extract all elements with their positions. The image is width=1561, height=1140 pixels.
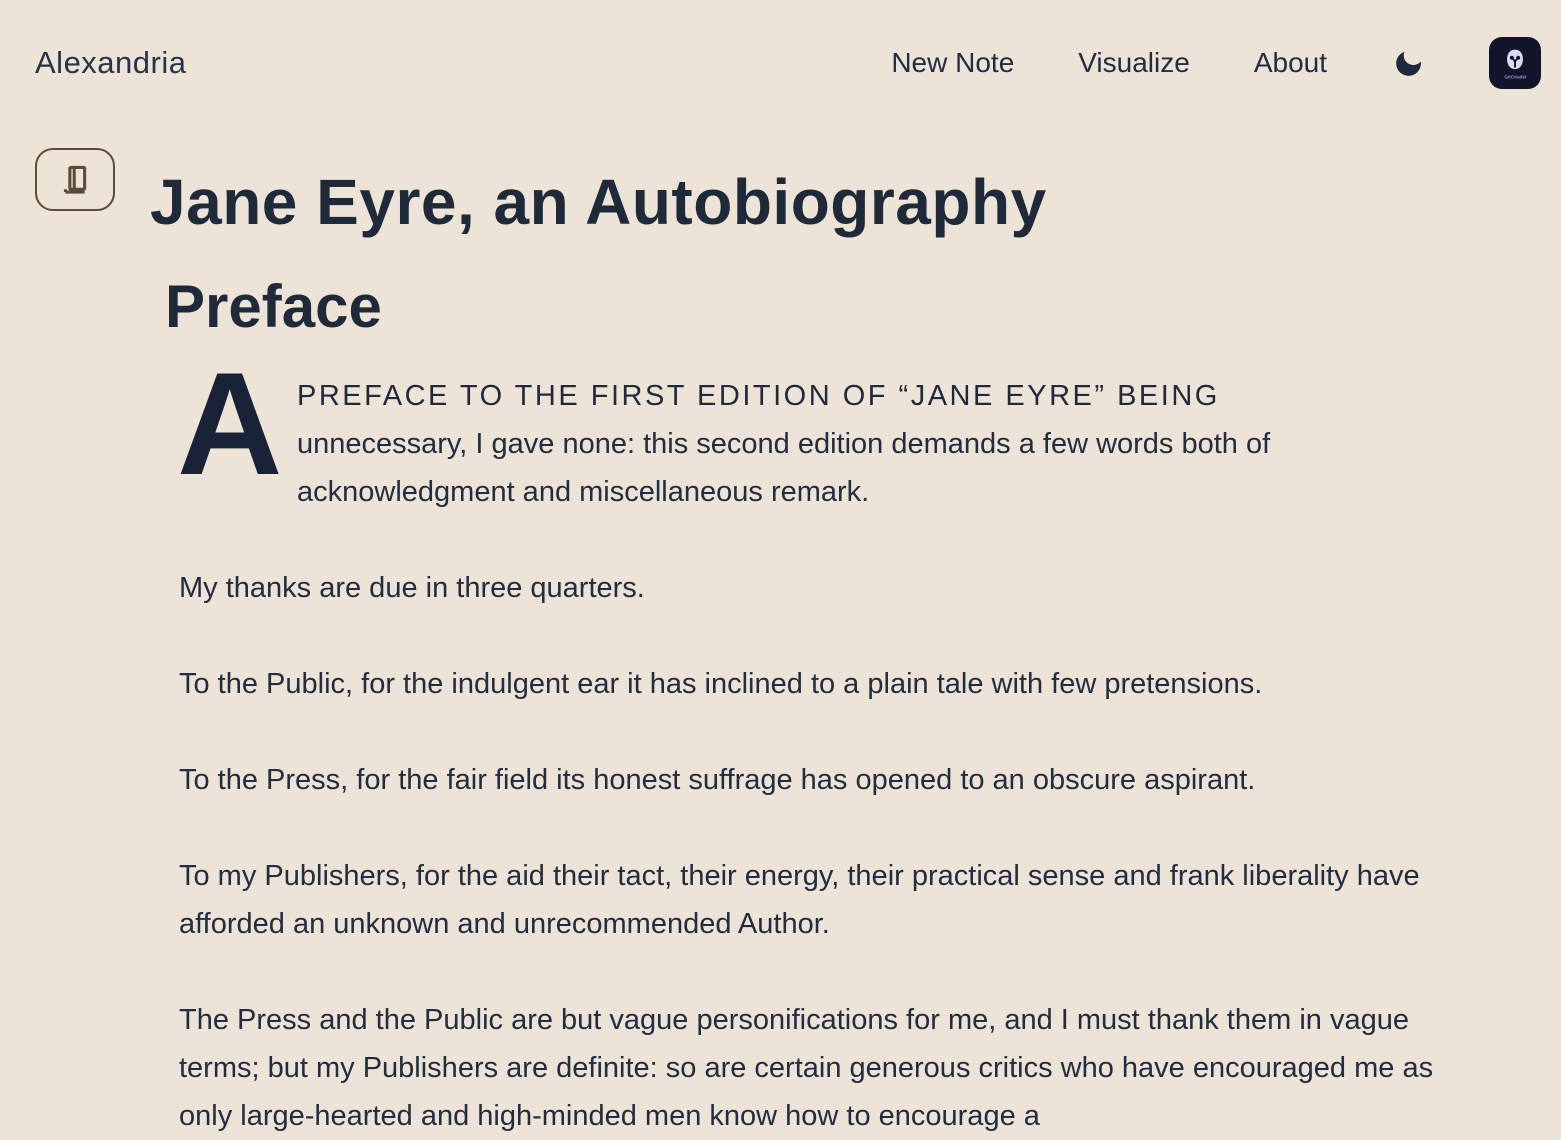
brand-logo-text[interactable]: Alexandria	[35, 45, 187, 80]
paragraph: To the Press, for the fair field its honest suffrage has opened to an obscure aspirant.	[179, 764, 1256, 796]
header	[0, 0, 1561, 110]
lead-paragraph	[297, 372, 1427, 516]
moon-icon	[1392, 47, 1425, 80]
nav-visualize[interactable]: Visualize	[1078, 47, 1190, 78]
paragraph: To my Publishers, for the aid their tact, their energy, their practical sense and frank liberality have afforded an unknown and unrecommended Author.	[179, 860, 1420, 940]
paragraph: The Press and the Public are but vague personifications for me, and I must thank them in vague terms; but my Publishers are definite: so are certain generous critics who have encouraged me as only large-hearted and high-minded men know how to encourage a	[179, 1004, 1434, 1132]
drop-cap: A	[177, 342, 283, 505]
gitcitadel-helmet-icon	[1501, 47, 1529, 75]
paragraph: To the Public, for the indulgent ear it has inclined to a plain tale with few pretensions.	[179, 668, 1263, 700]
profile-badge-label: GitCitadel	[1503, 73, 1527, 80]
lead-paragraph-rest: unnecessary, I gave none: this second edition demands a few words both of acknowledgment and miscellaneous remark.	[297, 428, 1271, 508]
lead-smallcaps-line: PREFACE TO THE FIRST EDITION OF “JANE EYRE” BEING	[297, 380, 1220, 412]
paragraph: My thanks are due in three quarters.	[179, 572, 645, 604]
nav-new-note[interactable]: New Note	[891, 47, 1015, 78]
reader-mode-button[interactable]	[35, 148, 115, 211]
book-icon	[57, 162, 93, 198]
chapter-heading: Preface	[165, 273, 382, 340]
profile-badge[interactable]	[1489, 37, 1541, 89]
top-nav	[891, 32, 1541, 94]
book-title: Jane Eyre, an Autobiography	[150, 166, 1047, 238]
nav-about[interactable]: About	[1253, 47, 1327, 78]
dark-mode-toggle[interactable]	[1391, 46, 1425, 80]
